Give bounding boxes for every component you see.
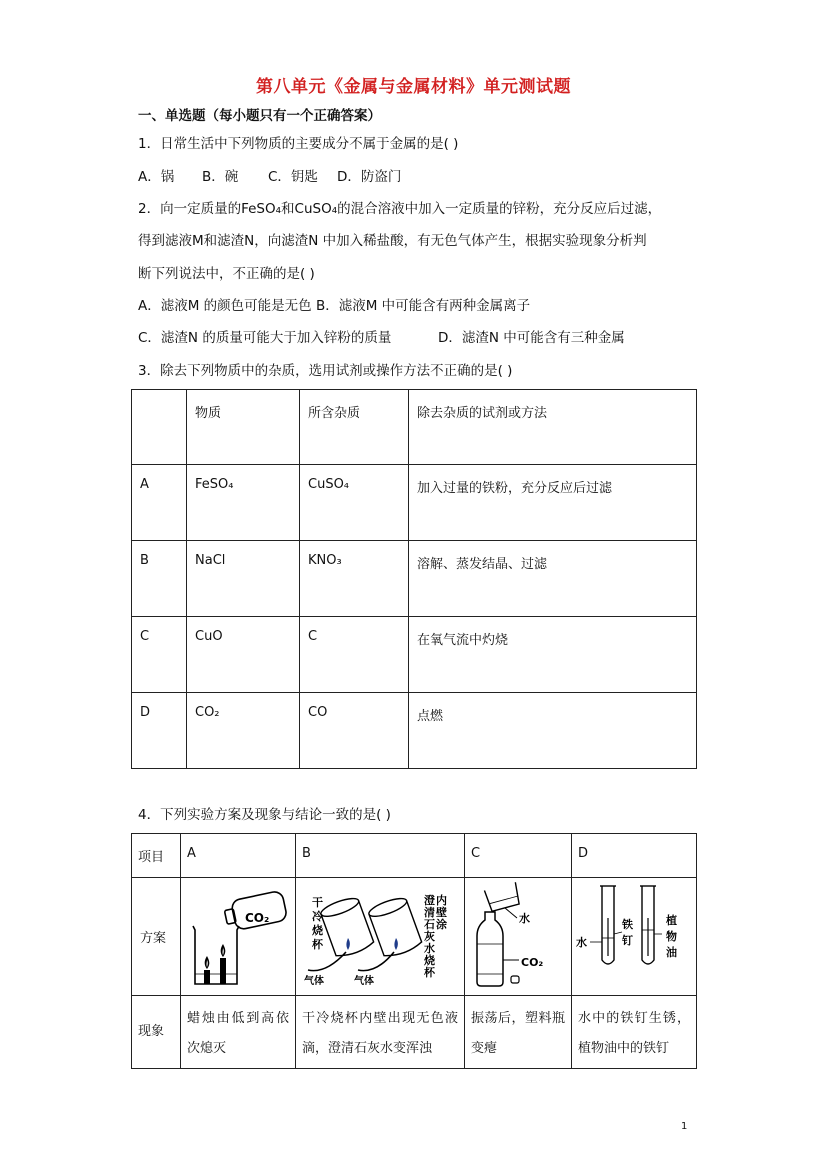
table-header-row [132,390,697,465]
burning-gas-beakers-figure [296,878,464,991]
table-cell: C [132,617,187,693]
table-cell: 点燃 [409,693,697,769]
table-cell: KNO₃ [300,541,409,617]
table-cell: A [132,465,187,541]
table-cell: 加入过量的铁粉，充分反应后过滤 [409,465,697,541]
table-cell: C [465,834,572,878]
iron-nail-tubes-figure [572,878,696,991]
table-cell: 项目 [132,834,181,878]
section-heading: 一、单选题（每小题只有一个正确答案） [138,108,381,124]
table-cell: A [181,834,296,878]
table-cell: C [300,617,409,693]
table-row [132,996,697,1069]
table-row [132,617,697,693]
table-cell: 蜡烛由低到高依次熄灭 [181,996,296,1069]
q2-option-c: C．滤渣N 的质量可能大于加入锌粉的质量 [138,330,392,346]
label-char: 冷 [312,910,323,923]
label-char: 涂 [436,918,447,931]
label-char: 水 [424,942,435,955]
table-header-row [132,834,697,878]
q2-line-3: 断下列说法中，不正确的是( ) [138,266,315,282]
label-char: 钉 [622,934,633,947]
table-cell: CO₂ [187,693,300,769]
label-char: 铁 [622,918,633,931]
table-cell: 所含杂质 [300,390,409,465]
co2-label: CO₂ [521,956,544,969]
table-row [132,878,697,996]
table-cell: 物质 [187,390,300,465]
water-label: 水 [519,912,530,925]
q3-table [131,389,697,769]
table-row [132,541,697,617]
table-cell: D [572,834,697,878]
q1-option-d: D．防盗门 [337,169,402,185]
table-row [132,465,697,541]
q1-options [138,167,401,187]
label-char: 杯 [312,938,323,951]
figure-cell-a [181,878,296,996]
table-cell: 溶解、蒸发结晶、过滤 [409,541,697,617]
table-cell: NaCl [187,541,300,617]
table-cell [132,390,187,465]
label-char: 油 [666,946,677,959]
table-cell: CO [300,693,409,769]
q1-option-a: A．锅 [138,169,175,185]
water-label: 水 [576,936,587,949]
q1-option-b: B．碗 [202,169,239,185]
figure-cell-d [572,878,697,996]
page-title: 第八单元《金属与金属材料》单元测试题 [256,77,571,97]
label-char: 壁 [436,906,447,919]
table-cell: 在氧气流中灼烧 [409,617,697,693]
q4-table [131,833,697,1069]
table-row [132,693,697,769]
q2-line-1: 2．向一定质量的FeSO₄和CuSO₄的混合溶液中加入一定质量的锌粉，充分反应后过滤， [138,201,662,217]
label-char: 烧 [424,954,435,967]
q4-stem: 4．下列实验方案及现象与结论一致的是( ) [138,807,391,823]
table-cell: 干冷烧杯内壁出现无色液滴，澄清石灰水变浑浊 [296,996,465,1069]
table-cell: 除去杂质的试剂或方法 [409,390,697,465]
q1-stem: 1．日常生活中下列物质的主要成分不属于金属的是( ) [138,136,459,152]
label-char: 内 [436,894,447,907]
plan-label: 方案 [132,878,181,996]
label-char: 石 [424,918,435,931]
label-char: 植 [666,914,677,927]
label-char: 干 [312,896,323,909]
q2-option-d: D．滤渣N 中可能含有三种金属 [438,330,625,346]
phenomenon-label: 现象 [132,996,181,1069]
q1-option-c: C．钥匙 [268,169,318,185]
q3-stem: 3．除去下列物质中的杂质，选用试剂或操作方法不正确的是( ) [138,363,513,379]
label-char: 烧 [312,924,323,937]
gas-label: 气体 [354,976,374,987]
table-cell: B [132,541,187,617]
q2-line-2: 得到滤液M和滤渣N，向滤渣N 中加入稀盐酸，有无色气体产生，根据实验现象分析判 [138,233,647,249]
label-char: 澄 [424,894,435,907]
co2-bottle-water-figure [465,878,571,991]
table-cell: B [296,834,465,878]
table-cell: D [132,693,187,769]
table-cell: 水中的铁钉生锈，植物油中的铁钉 [572,996,697,1069]
label-char: 杯 [424,966,435,979]
table-cell: CuO [187,617,300,693]
co2-pouring-candles-figure [181,878,295,991]
table-cell: 振荡后，塑料瓶变瘪 [465,996,572,1069]
table-cell: CuSO₄ [300,465,409,541]
label-char: 清 [424,906,435,919]
gas-label: 气体 [304,976,324,987]
figure-cell-b [296,878,465,996]
page-number: 1 [681,1121,688,1132]
co2-label: CO₂ [245,911,270,925]
label-char: 物 [666,930,677,943]
table-cell: FeSO₄ [187,465,300,541]
label-char: 灰 [424,930,435,943]
figure-cell-c [465,878,572,996]
q2-options-ab: A．滤液M 的颜色可能是无色 B．滤液M 中可能含有两种金属离子 [138,298,531,314]
